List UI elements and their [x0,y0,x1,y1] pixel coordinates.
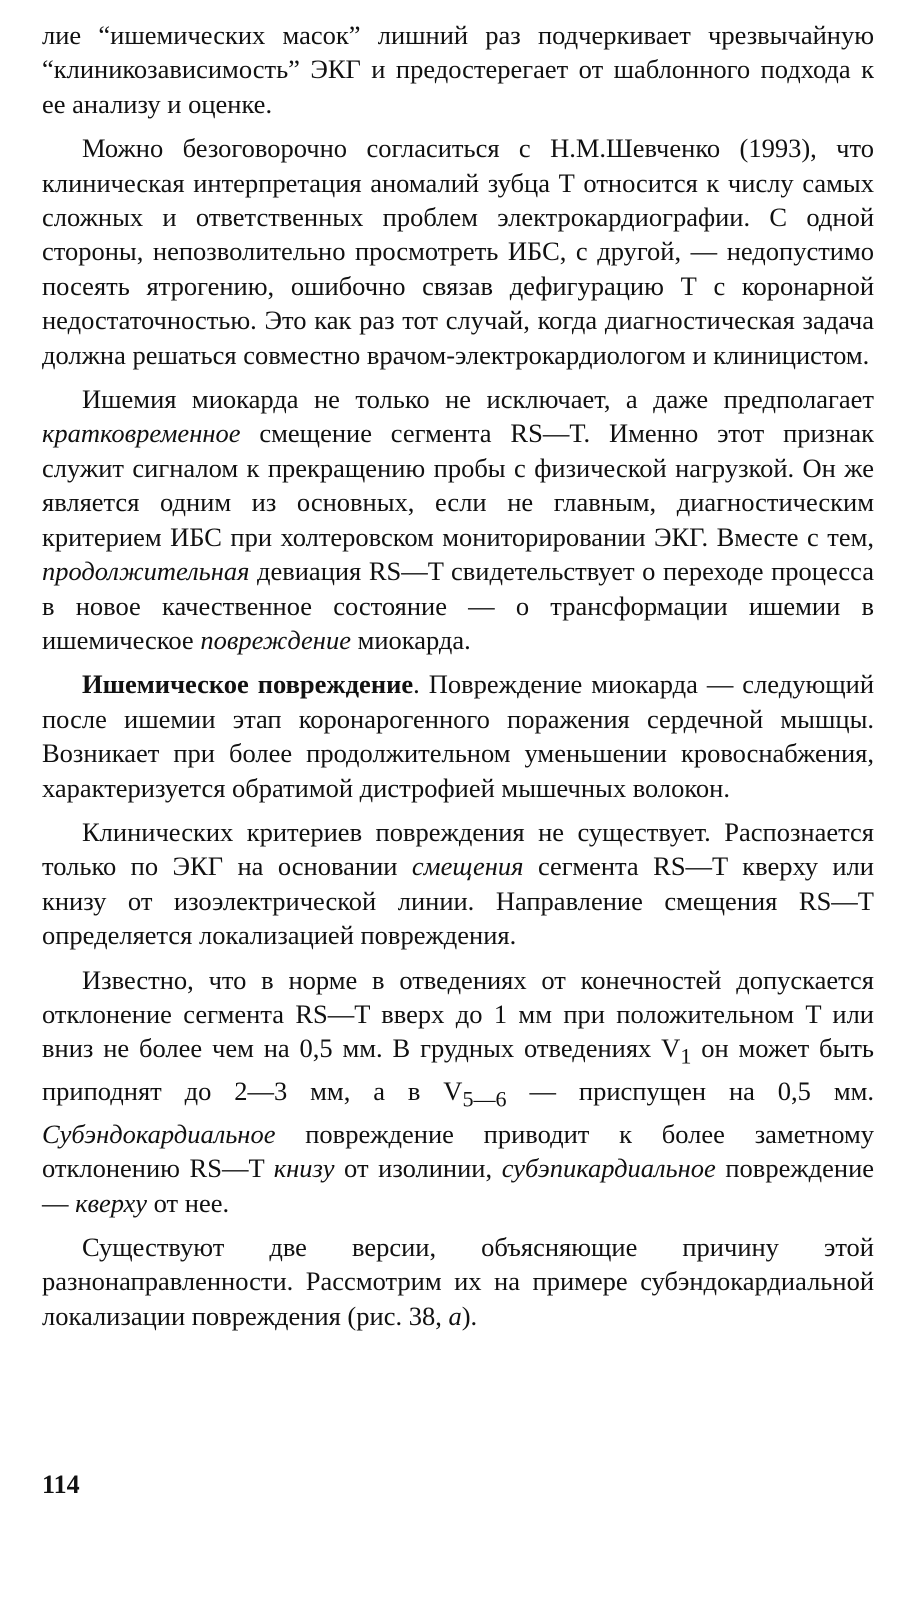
text-run: . Повреждение миокарда — следующий после ишемии этап коронарогенного поражения сердечной мышцы. Возникает при более продолжительном уменьшении кровоснабжения, характеризуется обратимой дистрофией мышечных волокон. [42,669,875,803]
text-run: Известно, что в норме в отведениях от конечностей допускается отклонение сегмента RS—T вверх до 1 мм при положительном T или вниз не более чем на 0,5 мм. В грудных отведениях V [42,964,874,1064]
italic-term: субэпикардиальное [501,1153,716,1184]
paragraph [42,963,874,1220]
text-run: Существуют две версии, объясняющие причину этой разнонаправленности. Рассмотрим их на примере субэндокардиальной локализации повреждения (рис. 38, [42,1232,874,1331]
text-body [42,18,874,1333]
text-run: повреждение приводит к более заметному отклонению RS—T [42,1118,874,1184]
paragraph [42,1230,874,1333]
text-run: миокарда. [350,624,471,655]
italic-term: повреждение [200,624,351,655]
italic-term: кверху [75,1187,148,1218]
paragraph [42,18,874,121]
text-run: девиация RS—T свидетельствует о переходе процесса в новое качественное состояние — о трансформации ишемии в ишемическое [42,556,874,655]
text-run: ). [461,1300,478,1331]
subscript: 5—6 [462,1086,507,1112]
italic-term: книзу [273,1153,335,1184]
bold-term: Ишемическое повреждение [82,669,414,700]
italic-term: кратковременное [42,418,241,449]
text-run: сегмента RS—T кверху или книзу от изоэлектрической линии. Направление смещения RS—T определяется локализацией повреждения. [42,851,874,951]
text-run: повреждение — [42,1153,875,1218]
italic-term: смещения [411,851,524,882]
text-run: он может быть приподнят до 2—3 мм, а в V [42,1033,874,1107]
text-run: от изолинии, [334,1153,502,1184]
italic-term: Субэндокардиальное [42,1118,276,1149]
paragraph [42,815,874,953]
italic-term: продолжительная [42,556,250,587]
paragraph [42,382,874,657]
text-run: от нее. [147,1187,230,1218]
subscript: 1 [680,1043,692,1069]
italic-term: а [448,1300,462,1331]
text-run: лие “ишемических масок” лишний раз подчеркивает чрезвычайную “клиникозависимость” ЭКГ и предостерегает от шаблонного подхода к ее анализу и оценке. [42,20,874,119]
text-run: Ишемия миокарда не только не исключает, а даже предполагает [82,384,874,415]
text-run: Можно безоговорочно согласиться с Н.М.Шевченко (1993), что клиническая интерпретация аномалий зубца Т относится к числу самых сложных и ответственных проблем электрокардиографии. С одной стороны, непозволительно просмотреть ИБС, с другой, — недопустимо посеять ятрогению, ошибочно связав дефигурацию Т с коронарной недостаточностью. Это как раз тот случай, когда диагностическая задача должна решаться совместно врачом-электрокардиологом и клиницистом. [42,133,874,370]
paragraph [42,131,874,372]
text-run: смещение сегмента RS—T. Именно этот признак служит сигналом к прекращению пробы с физической нагрузкой. Он же является одним из основных, если не главным, диагностическим критерием ИБС при холтеровском мониторировании ЭКГ. Вместе с тем, [42,418,874,552]
text-run: — приспущен на 0,5 мм. [506,1076,874,1107]
page-number: 114 [42,1470,80,1499]
text-run: Клинических критериев повреждения не существует. Распознается только по ЭКГ на основании [42,816,874,882]
paragraph [42,667,874,805]
